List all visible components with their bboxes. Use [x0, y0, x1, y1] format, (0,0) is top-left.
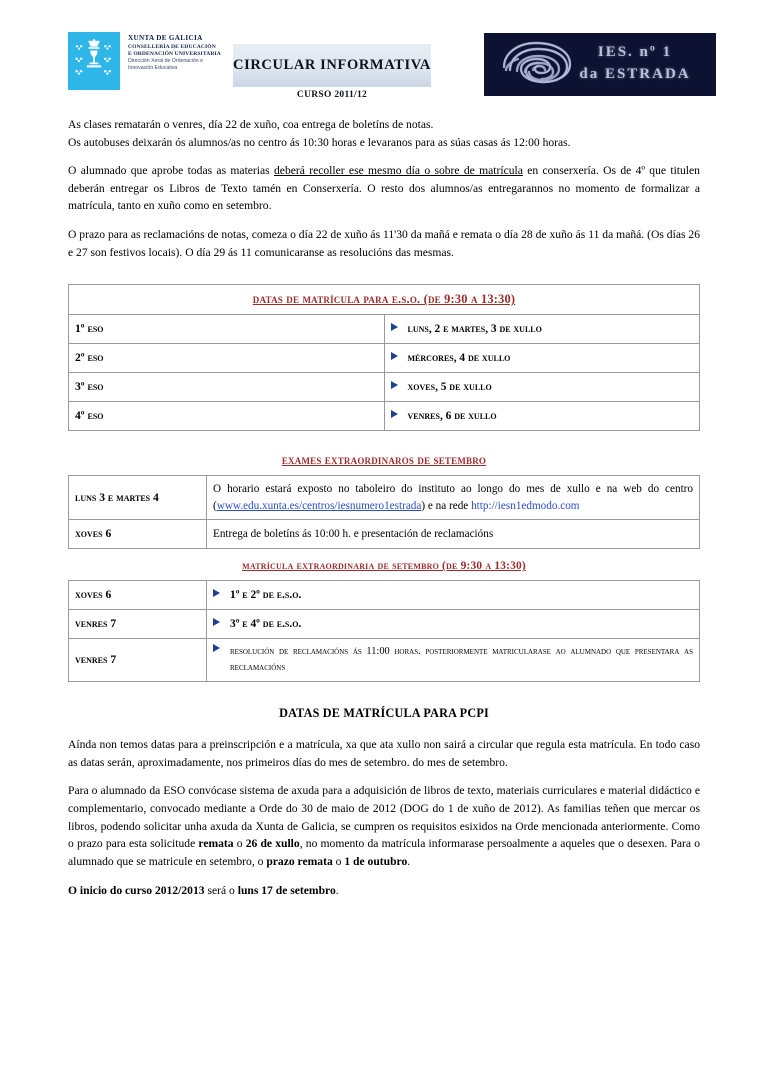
- table-row: [69, 373, 700, 402]
- table-row: [69, 402, 700, 431]
- eso-row-4-value-text: venres, 6 de xullo: [407, 409, 497, 422]
- ies-logo-line-2: da ESTRADA: [579, 65, 691, 82]
- axudas-text-e: .: [407, 854, 411, 868]
- bullet-arrow-icon: [213, 618, 220, 626]
- axudas-text-d: o: [332, 854, 345, 868]
- table-row: [69, 610, 700, 639]
- eso-row-1-label: [69, 315, 385, 344]
- extra-row-1-value-text: 1º e 2º de e.s.o.: [230, 588, 302, 601]
- exames-title: exames extraordinaros de setembro: [281, 453, 487, 468]
- link-web-centro[interactable]: www.edu.xunta.es/centros/iesnumero1estrada: [216, 499, 422, 512]
- exames-row-1-label: [69, 475, 207, 519]
- table-row: [69, 475, 700, 519]
- paragraph-reclamacions: O prazo para as reclamacións de notas, comeza o día 22 de xuño ás 11'30 da mañá e remata o día 28 de xuño ás 11 da mañá. (Os días 26 e 27 son festivos locais). O día 29 ás 11 comunicaranse as resolucións das mesmas.: [68, 228, 700, 259]
- table-exames-extraordinarios: [68, 475, 700, 549]
- table-row: [69, 344, 700, 373]
- para2-underlined: deberá recoller ese mesmo día o sobre de matrícula: [274, 164, 523, 178]
- eso-row-3-value-text: xoves, 5 de xullo: [407, 380, 492, 393]
- para2-part-b: en conserxería. Os de 4º que titulen deberán entregar os Libros de Texto tamén en Conserxería. O resto dos alumnos/as entregarannos no momento de formalizar a matrícula, tanto en xuño como en setembro.: [68, 164, 700, 213]
- eso-row-1-value: [384, 315, 700, 344]
- eso-row-4-label-text: 4º eso: [75, 409, 104, 423]
- exames-row-2-text: Entrega de boletíns ás 10:00 h. e presentación de reclamacións: [207, 520, 700, 549]
- inicio-mid-text: será o: [204, 883, 238, 897]
- eso-row-2-label: [69, 344, 385, 373]
- axudas-paragraph: [68, 782, 700, 870]
- ies-logo-line-1: IES. nº 1: [597, 44, 673, 60]
- document-header: [68, 28, 716, 116]
- eso-row-4-value: [384, 402, 700, 431]
- eso-row-2-label-text: 2º eso: [75, 351, 104, 365]
- eso-row-3-value: [384, 373, 700, 402]
- exames-row-2-label-text: xoves 6: [75, 527, 112, 541]
- eso-row-3-label-text: 3º eso: [75, 380, 104, 394]
- axudas-bold-1-outubro: 1 de outubro: [344, 854, 408, 868]
- table-eso-title: datas de matrícula para e.s.o. (de 9:30 a 13:30): [252, 292, 516, 307]
- extra-row-1-value: [207, 581, 700, 610]
- matricula-extra-heading: [68, 557, 700, 575]
- extra-row-1-label: [69, 581, 207, 610]
- eso-row-3-label: [69, 373, 385, 402]
- exames-row-1-text: [207, 475, 700, 519]
- eso-row-2-value: [384, 344, 700, 373]
- bullet-arrow-icon: [391, 410, 398, 418]
- axudas-text-a: Para o alumnado da ESO convócase sistema de axuda para a adquisición de libros de texto, materiais curriculares e material didáctico e complementario, convocado mediante a Orde do 30 de maio de 2012 (DOG do 1 de xuño de 2012). As familias teñen que mercar os libros, podendo solicitar unha axuda da Xunta de Galicia, se cumpren os requisitos esixidos na Orde mencionada anteriormente. Como o prazo para esta solicitude: [68, 784, 700, 851]
- bullet-arrow-icon: [213, 589, 220, 597]
- extra-row-3-label: [69, 639, 207, 681]
- extra-row-3-value: [207, 639, 700, 681]
- axudas-text-b: o: [233, 837, 246, 851]
- intro-line-2: Os autobuses deixarán ós alumnos/as no centro ás 10:30 horas e levaranos para as súas casas ás 12:00 horas.: [68, 135, 571, 149]
- xunta-line-3: E ORDENACIÓN UNIVERSITARIA: [128, 50, 221, 57]
- para2-part-a: O alumnado que aprobe todas as materias: [68, 164, 274, 178]
- bullet-arrow-icon: [391, 323, 398, 331]
- ies-numero-1-da-estrada-logo: [484, 33, 716, 96]
- table-row: [69, 520, 700, 549]
- inicio-bold-data: luns 17 de setembro: [237, 883, 336, 897]
- pcpi-heading: DATAS DE MATRÍCULA PARA PCPI: [279, 705, 489, 720]
- circular-title-box: [233, 44, 431, 87]
- extra-row-2-label-text: venres 7: [75, 617, 117, 631]
- extra-row-3-value-text: resolución de reclamacións ás 11:00 horas. posteriormente matricularase ao alumnado que presentara as reclamacións: [230, 646, 693, 674]
- document-body: [68, 116, 700, 899]
- exames-section-heading: [68, 451, 700, 470]
- exames-row-2-label: [69, 520, 207, 549]
- extra-row-2-value: [207, 610, 700, 639]
- inicio-curso-paragraph: [68, 882, 700, 900]
- extra-row-3-label-text: venres 7: [75, 653, 117, 667]
- bullet-arrow-icon: [213, 644, 220, 652]
- eso-row-4-label: [69, 402, 385, 431]
- link-edmodo[interactable]: http://iesn1edmodo.com: [471, 499, 580, 512]
- xunta-line-4: Dirección Xeral de Ordenación e: [128, 58, 203, 65]
- table-datas-matricula-eso: [68, 284, 700, 431]
- axudas-bold-prazo-remata: prazo remata: [266, 854, 333, 868]
- matricula-extra-title: matrícula extraordinaria de setembro (de 9:30 a 13:30): [242, 560, 526, 573]
- eso-row-1-value-text: luns, 2 e martes, 3 de xullo: [407, 322, 542, 335]
- xunta-line-1: XUNTA DE GALICIA: [128, 34, 203, 42]
- paragraph-matricula: [68, 162, 700, 215]
- exames-text-a: O horario estará exposto no taboleiro do instituto ao longo do mes de xullo e na web do centro (: [213, 482, 693, 512]
- table-row-header: [69, 285, 700, 315]
- table-row: [69, 639, 700, 681]
- eso-row-2-value-text: mércores, 4 de xullo: [407, 351, 511, 364]
- xunta-line-5: Innovación Educativa: [128, 65, 178, 72]
- inicio-bold-curso: O inicio do curso 2012/2013: [68, 883, 205, 897]
- axudas-text-c: , no momento da matrícula informarase persoalmente a aqueles que o desexen. Para o alumnado que se matricule en setembro, o: [68, 837, 701, 868]
- axudas-bold-26-xullo: 26 de xullo: [245, 837, 300, 851]
- xunta-letterhead: [68, 32, 221, 90]
- pcpi-paragraph: Aínda non temos datas para a preinscripción e a matrícula, xa que ata xullo non sairá a circular que regula esta matrícula. En todo caso as datas serán, aproximadamente, nos primeiros días do mes de setembro. do mes de setembro.: [68, 738, 700, 769]
- xunta-line-2: CONSELLERÍA DE EDUCACIÓN: [128, 43, 216, 50]
- xunta-text-block: [128, 32, 221, 72]
- circular-title: CIRCULAR INFORMATIVA: [233, 57, 431, 73]
- eso-row-1-label-text: 1º eso: [75, 322, 104, 336]
- ies-logo-text: [570, 42, 700, 86]
- exames-text-b: ) e na rede: [421, 499, 472, 512]
- extra-row-2-label: [69, 610, 207, 639]
- axudas-bold-remata: remata: [198, 837, 234, 851]
- intro-line-1: As clases rematarán o venres, día 22 de xuño, coa entrega de boletíns de notas.: [68, 118, 434, 131]
- table-eso-title-cell: [69, 285, 700, 315]
- table-matricula-extraordinaria: [68, 580, 700, 681]
- bullet-arrow-icon: [391, 381, 398, 389]
- curso-label: CURSO 2011/12: [296, 90, 368, 100]
- xunta-de-galicia-logo-icon: [68, 32, 120, 90]
- table-row: [69, 581, 700, 610]
- exames-row-1-label-text: luns 3 e martes 4: [75, 490, 159, 504]
- inicio-end-text: .: [335, 883, 339, 897]
- extra-row-1-label-text: xoves 6: [75, 588, 112, 602]
- extra-row-2-value-text: 3º e 4º de e.s.o.: [230, 617, 302, 630]
- table-row: [69, 315, 700, 344]
- bullet-arrow-icon: [391, 352, 398, 360]
